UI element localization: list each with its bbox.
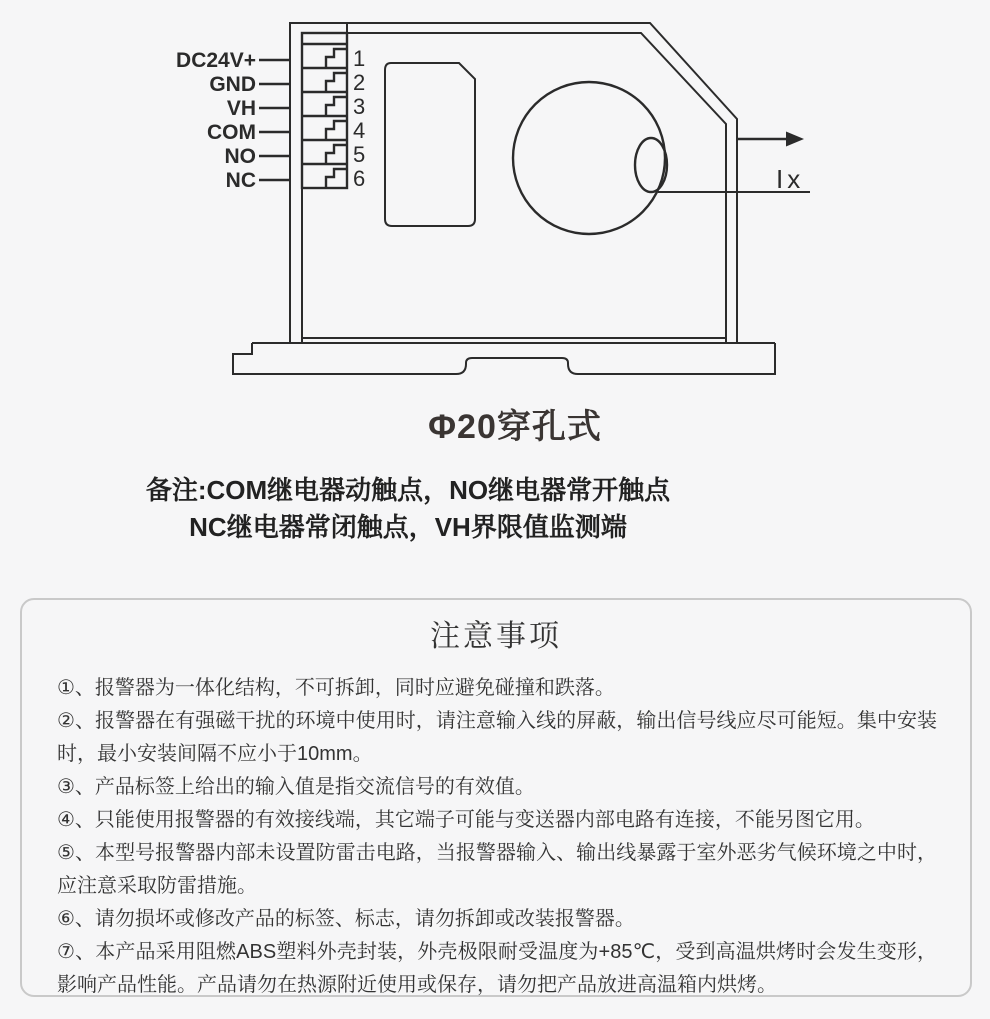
din-rail-clip — [233, 338, 775, 374]
terminal-number: 3 — [353, 94, 366, 119]
notice-item-4: ④、只能使用报警器的有效接线端，其它端子可能与变送器内部电路有连接，不能另图它用。 — [57, 809, 875, 831]
terminal-clamp-icon — [326, 145, 347, 164]
through-hole-inner-ellipse — [635, 138, 667, 192]
notice-item-7: ⑦、本产品采用阻燃ABS塑料外壳封装，外壳极限耐受温度为+85℃，受到高温烘烤时会发生变形，影响产品性能。产品请勿在热源附近使用或保存，请勿把产品放进高温箱内烘烤。 — [57, 941, 937, 996]
terminal-number: 2 — [353, 70, 366, 95]
product-label-area — [385, 63, 475, 226]
current-arrow-head — [786, 132, 804, 147]
diagram-title: Φ20穿孔式 — [428, 408, 602, 446]
notice-list — [22, 672, 970, 1002]
wiring-diagram — [0, 0, 990, 380]
remark-line-2: NC继电器常闭触点，VH界限值监测端 — [189, 512, 627, 542]
terminal-number: 1 — [353, 46, 366, 71]
terminal-label: NO — [224, 145, 256, 168]
through-hole-circle — [513, 82, 665, 234]
terminal-label: GND — [209, 73, 256, 96]
terminal-label: NC — [225, 169, 256, 192]
din-rail-notch — [456, 358, 578, 374]
terminal-leads — [259, 60, 290, 180]
terminal-number: 6 — [353, 166, 366, 191]
din-rail-left-tab — [233, 343, 456, 374]
terminal-labels — [176, 49, 256, 192]
terminal-number: 5 — [353, 142, 366, 167]
terminal-clamp-icon — [326, 49, 347, 68]
notice-item-5: ⑤、本型号报警器内部未设置防雷击电路，当报警器输入、输出线暴露于室外恶劣气候环境之中时，应注意采取防雷措施。 — [57, 842, 937, 897]
terminal-clamp-icon — [326, 97, 347, 116]
terminal-block — [302, 33, 347, 188]
terminal-label: VH — [226, 97, 256, 120]
terminal-label: DC24V+ — [176, 49, 256, 72]
remark-line-1: 备注:COM继电器动触点，NO继电器常开触点 — [145, 475, 671, 505]
notice-title: 注意事项 — [430, 620, 562, 653]
notice-item-3: ③、产品标签上给出的输入值是指交流信号的有效值。 — [57, 776, 535, 798]
terminal-number: 4 — [353, 118, 366, 143]
terminal-clamp-icon — [326, 121, 347, 140]
din-rail-right — [578, 343, 775, 374]
notice-item-2: ②、报警器在有强磁干扰的环境中使用时，请注意输入线的屏蔽，输出信号线应尽可能短。集中安装时，最小安装间隔不应小于10mm。 — [57, 710, 937, 765]
terminal-numbers — [353, 46, 365, 191]
notice-item-6: ⑥、请勿损坏或修改产品的标签、标志，请勿拆卸或改装报警器。 — [57, 908, 635, 930]
terminal-clamp-icon — [326, 73, 347, 92]
notice-item-1: ①、报警器为一体化结构，不可拆卸，同时应避免碰撞和跌落。 — [57, 677, 615, 699]
current-label: Ix — [776, 164, 805, 194]
current-arrow — [737, 132, 804, 147]
terminal-label: COM — [207, 121, 256, 144]
remark-note — [0, 472, 816, 546]
terminal-clamp-icon — [326, 169, 347, 188]
notice-panel — [20, 598, 972, 997]
